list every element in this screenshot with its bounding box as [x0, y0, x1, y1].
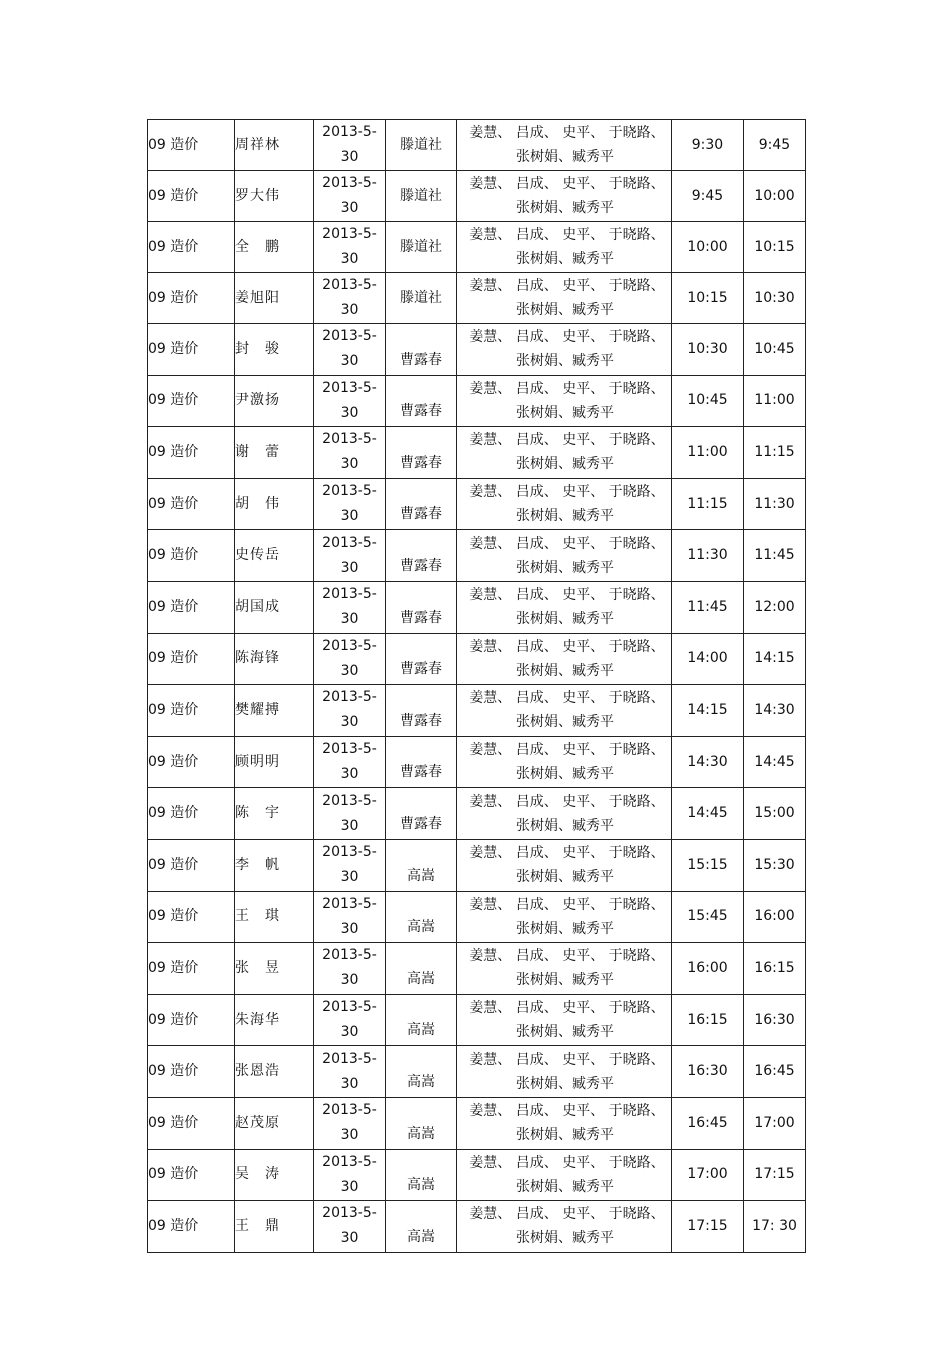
date-line-1: 2013-5- — [322, 226, 377, 242]
student-name-cell: 尹激扬 — [235, 375, 314, 427]
date-line-2: 30 — [340, 714, 359, 731]
end-time-cell: 11:00 — [744, 375, 806, 427]
date-line-2: 30 — [340, 920, 359, 937]
start-time-cell: 9:45 — [672, 171, 744, 222]
panel-cell — [457, 839, 672, 891]
table-row — [148, 1201, 806, 1253]
student-name-cell: 全 鹏 — [235, 222, 314, 273]
advisor-cell: 高嵩 — [386, 839, 457, 891]
date-line-1: 2013-5- — [322, 1153, 377, 1170]
table-row — [148, 171, 806, 222]
end-time-cell: 14:30 — [744, 685, 806, 737]
date-line-2: 30 — [340, 353, 359, 370]
end-time-cell: 11:45 — [744, 530, 806, 582]
date-line-2: 30 — [340, 302, 359, 318]
panel-cell — [457, 1046, 672, 1098]
panel-line-2: 张树娟、臧秀平 — [516, 714, 614, 731]
date-line-1: 2013-5- — [322, 124, 377, 140]
date-line-1: 2013-5- — [322, 844, 377, 861]
date-line-2: 30 — [340, 972, 359, 989]
date-cell — [314, 1201, 386, 1253]
panel-cell — [457, 788, 672, 840]
date-cell — [314, 324, 386, 376]
start-time-cell: 15:15 — [672, 839, 744, 891]
end-time-cell: 12:00 — [744, 581, 806, 633]
advisor-cell: 高嵩 — [386, 994, 457, 1046]
start-time-cell: 16:15 — [672, 994, 744, 1046]
panel-line-1: 姜慧、 吕成、 史平、 于晓路、 — [469, 380, 665, 397]
date-line-1: 2013-5- — [322, 637, 377, 654]
start-time-cell: 14:45 — [672, 788, 744, 840]
date-line-1: 2013-5- — [322, 1102, 377, 1119]
advisor-cell: 曹露春 — [386, 736, 457, 788]
class-cell: 09 造价 — [148, 788, 235, 840]
panel-line-1: 姜慧、 吕成、 史平、 于晓路、 — [469, 227, 665, 243]
date-line-1: 2013-5- — [322, 431, 377, 448]
end-time-cell: 17:00 — [744, 1097, 806, 1149]
start-time-cell: 16:30 — [672, 1046, 744, 1098]
class-cell: 09 造价 — [148, 222, 235, 273]
start-time-cell: 9:30 — [672, 120, 744, 171]
class-cell: 09 造价 — [148, 1046, 235, 1098]
panel-line-1: 姜慧、 吕成、 史平、 于晓路、 — [469, 125, 665, 141]
end-time-cell: 14:45 — [744, 736, 806, 788]
advisor-cell: 高嵩 — [386, 943, 457, 995]
class-cell: 09 造价 — [148, 581, 235, 633]
panel-line-1: 姜慧、 吕成、 史平、 于晓路、 — [469, 587, 665, 604]
panel-line-1: 姜慧、 吕成、 史平、 于晓路、 — [469, 1154, 665, 1171]
student-name-cell: 胡 伟 — [235, 478, 314, 530]
class-cell: 09 造价 — [148, 273, 235, 324]
start-time-cell: 16:00 — [672, 943, 744, 995]
student-name-cell: 朱海华 — [235, 994, 314, 1046]
date-line-1: 2013-5- — [322, 534, 377, 551]
advisor-cell: 滕道社 — [386, 171, 457, 222]
advisor-cell: 滕道社 — [386, 120, 457, 171]
panel-line-1: 姜慧、 吕成、 史平、 于晓路、 — [469, 329, 665, 346]
date-line-1: 2013-5- — [322, 379, 377, 396]
panel-cell — [457, 633, 672, 685]
table-row — [148, 633, 806, 685]
date-line-1: 2013-5- — [322, 175, 377, 191]
date-cell — [314, 427, 386, 479]
date-line-2: 30 — [340, 817, 359, 834]
end-time-cell: 16:30 — [744, 994, 806, 1046]
panel-line-2: 张树娟、臧秀平 — [516, 353, 614, 370]
panel-line-2: 张树娟、臧秀平 — [516, 302, 614, 318]
date-line-1: 2013-5- — [322, 277, 377, 293]
date-cell — [314, 171, 386, 222]
date-cell — [314, 530, 386, 582]
end-time-cell: 10:30 — [744, 273, 806, 324]
student-name-cell: 陈海锋 — [235, 633, 314, 685]
date-line-2: 30 — [340, 1178, 359, 1195]
table-row — [148, 581, 806, 633]
panel-line-2: 张树娟、臧秀平 — [516, 1230, 614, 1247]
end-time-cell: 10:45 — [744, 324, 806, 376]
date-cell — [314, 943, 386, 995]
start-time-cell: 17:15 — [672, 1201, 744, 1253]
student-name-cell: 樊耀搏 — [235, 685, 314, 737]
advisor-cell: 高嵩 — [386, 1201, 457, 1253]
panel-line-1: 姜慧、 吕成、 史平、 于晓路、 — [469, 1051, 665, 1068]
class-cell: 09 造价 — [148, 891, 235, 943]
date-line-2: 30 — [340, 1127, 359, 1144]
advisor-cell: 曹露春 — [386, 324, 457, 376]
class-cell: 09 造价 — [148, 839, 235, 891]
date-cell — [314, 478, 386, 530]
end-time-cell: 15:30 — [744, 839, 806, 891]
advisor-cell: 曹露春 — [386, 633, 457, 685]
panel-cell — [457, 943, 672, 995]
student-name-cell: 张 昱 — [235, 943, 314, 995]
table-row — [148, 943, 806, 995]
panel-line-2: 张树娟、臧秀平 — [516, 559, 614, 576]
table-row — [148, 1097, 806, 1149]
panel-cell — [457, 324, 672, 376]
panel-line-1: 姜慧、 吕成、 史平、 于晓路、 — [469, 742, 665, 759]
panel-line-2: 张树娟、臧秀平 — [516, 251, 614, 267]
panel-cell — [457, 222, 672, 273]
date-line-2: 30 — [340, 766, 359, 783]
panel-cell — [457, 530, 672, 582]
student-name-cell: 张恩浩 — [235, 1046, 314, 1098]
schedule-table — [147, 119, 806, 1253]
class-cell: 09 造价 — [148, 1097, 235, 1149]
start-time-cell: 17:00 — [672, 1149, 744, 1201]
panel-line-1: 姜慧、 吕成、 史平、 于晓路、 — [469, 535, 665, 552]
table-row — [148, 1149, 806, 1201]
start-time-cell: 15:45 — [672, 891, 744, 943]
panel-cell — [457, 994, 672, 1046]
table-row — [148, 530, 806, 582]
panel-cell — [457, 581, 672, 633]
table-row — [148, 788, 806, 840]
student-name-cell: 吴 涛 — [235, 1149, 314, 1201]
panel-line-2: 张树娟、臧秀平 — [516, 972, 614, 989]
advisor-cell: 高嵩 — [386, 1149, 457, 1201]
date-line-1: 2013-5- — [322, 947, 377, 964]
panel-cell — [457, 685, 672, 737]
start-time-cell: 10:30 — [672, 324, 744, 376]
panel-line-2: 张树娟、臧秀平 — [516, 404, 614, 421]
student-name-cell: 陈 宇 — [235, 788, 314, 840]
panel-line-2: 张树娟、臧秀平 — [516, 920, 614, 937]
date-cell — [314, 685, 386, 737]
advisor-cell: 高嵩 — [386, 1097, 457, 1149]
date-cell — [314, 273, 386, 324]
table-row — [148, 685, 806, 737]
panel-line-1: 姜慧、 吕成、 史平、 于晓路、 — [469, 1206, 665, 1223]
end-time-cell: 17: 30 — [744, 1201, 806, 1253]
class-cell: 09 造价 — [148, 736, 235, 788]
start-time-cell: 10:00 — [672, 222, 744, 273]
class-cell: 09 造价 — [148, 427, 235, 479]
advisor-cell: 曹露春 — [386, 427, 457, 479]
student-name-cell: 史传岳 — [235, 530, 314, 582]
date-line-1: 2013-5- — [322, 741, 377, 758]
panel-line-1: 姜慧、 吕成、 史平、 于晓路、 — [469, 432, 665, 449]
end-time-cell: 11:15 — [744, 427, 806, 479]
end-time-cell: 16:45 — [744, 1046, 806, 1098]
panel-line-2: 张树娟、臧秀平 — [516, 611, 614, 628]
date-cell — [314, 222, 386, 273]
advisor-cell: 曹露春 — [386, 375, 457, 427]
end-time-cell: 11:30 — [744, 478, 806, 530]
date-line-1: 2013-5- — [322, 586, 377, 603]
student-name-cell: 周祥林 — [235, 120, 314, 171]
date-line-1: 2013-5- — [322, 999, 377, 1016]
advisor-cell: 滕道社 — [386, 273, 457, 324]
panel-line-1: 姜慧、 吕成、 史平、 于晓路、 — [469, 793, 665, 810]
student-name-cell: 封 骏 — [235, 324, 314, 376]
date-cell — [314, 1149, 386, 1201]
date-cell — [314, 120, 386, 171]
date-cell — [314, 891, 386, 943]
student-name-cell: 李 帆 — [235, 839, 314, 891]
date-cell — [314, 581, 386, 633]
end-time-cell: 15:00 — [744, 788, 806, 840]
panel-cell — [457, 273, 672, 324]
table-row — [148, 273, 806, 324]
table-row — [148, 478, 806, 530]
end-time-cell: 16:15 — [744, 943, 806, 995]
panel-line-1: 姜慧、 吕成、 史平、 于晓路、 — [469, 484, 665, 501]
table-row — [148, 375, 806, 427]
class-cell: 09 造价 — [148, 943, 235, 995]
panel-cell — [457, 1201, 672, 1253]
panel-cell — [457, 171, 672, 222]
start-time-cell: 11:45 — [672, 581, 744, 633]
student-name-cell: 胡国成 — [235, 581, 314, 633]
panel-cell — [457, 375, 672, 427]
start-time-cell: 11:00 — [672, 427, 744, 479]
panel-cell — [457, 736, 672, 788]
table-row — [148, 891, 806, 943]
start-time-cell: 10:45 — [672, 375, 744, 427]
table-row — [148, 839, 806, 891]
class-cell: 09 造价 — [148, 478, 235, 530]
start-time-cell: 10:15 — [672, 273, 744, 324]
panel-line-1: 姜慧、 吕成、 史平、 于晓路、 — [469, 1000, 665, 1017]
panel-line-2: 张树娟、臧秀平 — [516, 508, 614, 525]
panel-line-1: 姜慧、 吕成、 史平、 于晓路、 — [469, 278, 665, 294]
advisor-cell: 曹露春 — [386, 685, 457, 737]
date-line-1: 2013-5- — [322, 483, 377, 500]
panel-line-2: 张树娟、臧秀平 — [516, 766, 614, 783]
start-time-cell: 11:15 — [672, 478, 744, 530]
date-line-2: 30 — [340, 1024, 359, 1041]
table-row — [148, 427, 806, 479]
class-cell: 09 造价 — [148, 1201, 235, 1253]
panel-cell — [457, 1097, 672, 1149]
panel-line-2: 张树娟、臧秀平 — [516, 1075, 614, 1092]
schedule-body — [148, 120, 806, 1253]
table-row — [148, 120, 806, 171]
student-name-cell: 姜旭阳 — [235, 273, 314, 324]
class-cell: 09 造价 — [148, 120, 235, 171]
panel-line-2: 张树娟、臧秀平 — [516, 662, 614, 679]
date-line-1: 2013-5- — [322, 792, 377, 809]
date-line-2: 30 — [340, 559, 359, 576]
date-line-2: 30 — [340, 251, 359, 267]
end-time-cell: 17:15 — [744, 1149, 806, 1201]
date-line-1: 2013-5- — [322, 895, 377, 912]
panel-line-2: 张树娟、臧秀平 — [516, 1024, 614, 1041]
panel-line-1: 姜慧、 吕成、 史平、 于晓路、 — [469, 845, 665, 862]
date-line-2: 30 — [340, 1230, 359, 1247]
end-time-cell: 14:15 — [744, 633, 806, 685]
student-name-cell: 谢 蕾 — [235, 427, 314, 479]
end-time-cell: 10:15 — [744, 222, 806, 273]
class-cell: 09 造价 — [148, 994, 235, 1046]
date-line-2: 30 — [340, 611, 359, 628]
student-name-cell: 顾明明 — [235, 736, 314, 788]
date-cell — [314, 375, 386, 427]
date-cell — [314, 788, 386, 840]
panel-line-2: 张树娟、臧秀平 — [516, 817, 614, 834]
date-line-2: 30 — [340, 869, 359, 886]
date-cell — [314, 1046, 386, 1098]
table-row — [148, 994, 806, 1046]
panel-line-1: 姜慧、 吕成、 史平、 于晓路、 — [469, 176, 665, 192]
panel-line-2: 张树娟、臧秀平 — [516, 200, 614, 216]
start-time-cell: 11:30 — [672, 530, 744, 582]
student-name-cell: 罗大伟 — [235, 171, 314, 222]
date-line-1: 2013-5- — [322, 1205, 377, 1222]
date-cell — [314, 736, 386, 788]
advisor-cell: 曹露春 — [386, 788, 457, 840]
panel-line-2: 张树娟、臧秀平 — [516, 869, 614, 886]
student-name-cell: 王 琪 — [235, 891, 314, 943]
date-line-1: 2013-5- — [322, 328, 377, 345]
table-row — [148, 736, 806, 788]
end-time-cell: 9:45 — [744, 120, 806, 171]
start-time-cell: 14:00 — [672, 633, 744, 685]
class-cell: 09 造价 — [148, 530, 235, 582]
class-cell: 09 造价 — [148, 375, 235, 427]
date-line-1: 2013-5- — [322, 689, 377, 706]
panel-cell — [457, 427, 672, 479]
panel-line-2: 张树娟、臧秀平 — [516, 1127, 614, 1144]
date-cell — [314, 994, 386, 1046]
panel-line-1: 姜慧、 吕成、 史平、 于晓路、 — [469, 948, 665, 965]
end-time-cell: 16:00 — [744, 891, 806, 943]
student-name-cell: 赵茂原 — [235, 1097, 314, 1149]
start-time-cell: 16:45 — [672, 1097, 744, 1149]
date-cell — [314, 1097, 386, 1149]
date-cell — [314, 633, 386, 685]
date-line-2: 30 — [340, 149, 359, 165]
date-line-1: 2013-5- — [322, 1050, 377, 1067]
panel-line-1: 姜慧、 吕成、 史平、 于晓路、 — [469, 638, 665, 655]
table-row — [148, 1046, 806, 1098]
advisor-cell: 曹露春 — [386, 581, 457, 633]
date-line-2: 30 — [340, 508, 359, 525]
document-page — [147, 119, 806, 1253]
end-time-cell: 10:00 — [744, 171, 806, 222]
panel-cell — [457, 891, 672, 943]
panel-line-1: 姜慧、 吕成、 史平、 于晓路、 — [469, 690, 665, 707]
panel-line-1: 姜慧、 吕成、 史平、 于晓路、 — [469, 896, 665, 913]
advisor-cell: 曹露春 — [386, 478, 457, 530]
advisor-cell: 高嵩 — [386, 891, 457, 943]
panel-line-2: 张树娟、臧秀平 — [516, 149, 614, 165]
start-time-cell: 14:30 — [672, 736, 744, 788]
panel-cell — [457, 478, 672, 530]
date-line-2: 30 — [340, 1075, 359, 1092]
advisor-cell: 滕道社 — [386, 222, 457, 273]
class-cell: 09 造价 — [148, 685, 235, 737]
class-cell: 09 造价 — [148, 633, 235, 685]
date-line-2: 30 — [340, 200, 359, 216]
start-time-cell: 14:15 — [672, 685, 744, 737]
panel-line-2: 张树娟、臧秀平 — [516, 456, 614, 473]
panel-line-1: 姜慧、 吕成、 史平、 于晓路、 — [469, 1103, 665, 1120]
date-line-2: 30 — [340, 662, 359, 679]
class-cell: 09 造价 — [148, 1149, 235, 1201]
table-row — [148, 222, 806, 273]
panel-line-2: 张树娟、臧秀平 — [516, 1178, 614, 1195]
advisor-cell: 高嵩 — [386, 1046, 457, 1098]
advisor-cell: 曹露春 — [386, 530, 457, 582]
panel-cell — [457, 1149, 672, 1201]
date-line-2: 30 — [340, 404, 359, 421]
date-line-2: 30 — [340, 456, 359, 473]
class-cell: 09 造价 — [148, 171, 235, 222]
table-row — [148, 324, 806, 376]
date-cell — [314, 839, 386, 891]
class-cell: 09 造价 — [148, 324, 235, 376]
panel-cell — [457, 120, 672, 171]
student-name-cell: 王 鼎 — [235, 1201, 314, 1253]
